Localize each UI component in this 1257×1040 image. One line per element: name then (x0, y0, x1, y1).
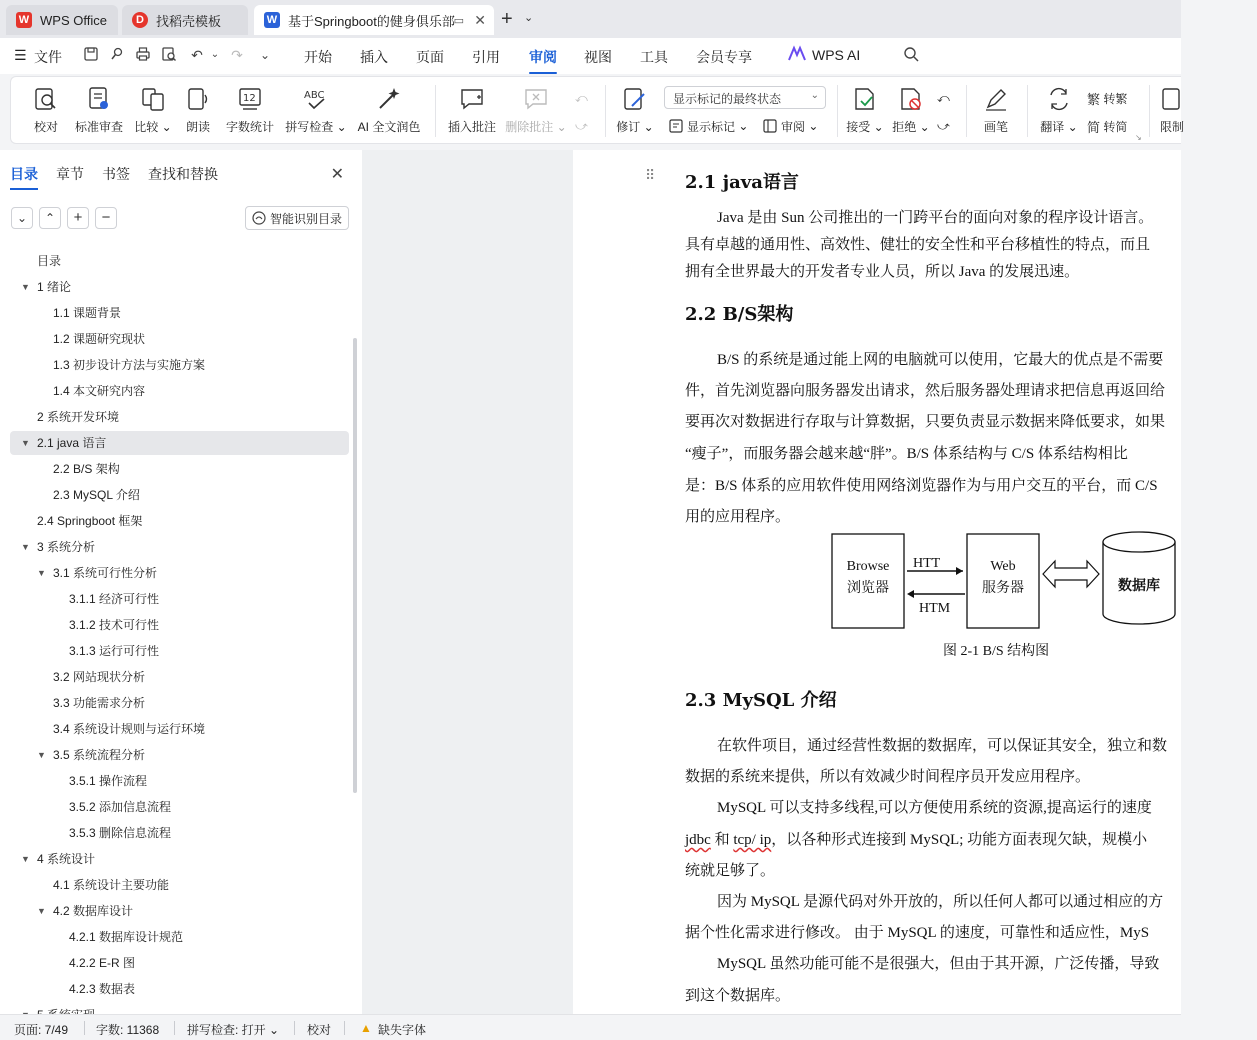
menu-references[interactable]: 引用 (472, 49, 500, 65)
toc-item-label: 4.2 数据库设计 (53, 904, 134, 918)
paragraph-line: 是：B/S 体系的应用软件使用网络浏览器作为与用户交互的平台，而 C/S (685, 478, 1158, 494)
ai-polish-icon (376, 86, 402, 112)
toc-item-label: 目录 (37, 254, 62, 268)
toc-item-label: 3.3 功能需求分析 (53, 696, 146, 710)
tab-label: 基于Springboot的健身俱乐部 (288, 13, 455, 29)
traditional-char-icon: 繁 (1087, 91, 1101, 107)
toc-item-label: 4.2.1 数据库设计规范 (69, 930, 184, 944)
spelling-flag[interactable]: jdbc (685, 832, 711, 848)
more-quick-access-icon[interactable]: ⌄ (259, 48, 271, 62)
close-pane-icon[interactable]: ✕ (330, 166, 344, 183)
toc-expand-icon[interactable]: ▼ (37, 750, 46, 760)
to-simplified-button[interactable]: 简 转简 (1087, 115, 1127, 137)
word-count-icon (237, 86, 263, 112)
paragraph-line: 因为 MySQL 是源代码对外开放的，所以任何人都可以通过相应的方 (717, 894, 1164, 910)
menu-bar (0, 38, 1181, 74)
paragraph-line: 要再次对数据进行存取与计算数据，只要负责显示数据来降低要求，如果 (685, 414, 1166, 430)
undo-dropdown-icon[interactable]: ⌄ (210, 49, 220, 60)
add-heading-icon[interactable]: + (67, 207, 89, 229)
paragraph-line: 件，首先浏览器向服务器发出请求，然后服务器处理请求把信息再返回给 (685, 383, 1166, 399)
ribbon-separator (605, 85, 606, 137)
tab-daoke-templates[interactable] (122, 5, 248, 35)
translate-icon (1046, 86, 1072, 112)
document-page[interactable] (573, 150, 1181, 1014)
browser-zh-label: 浏览器 (847, 580, 889, 596)
menu-wps-ai[interactable]: WPS AI (812, 47, 861, 63)
browser-en-label: Browse (846, 559, 890, 574)
svg-text:12: 12 (243, 93, 256, 104)
reject-button[interactable]: 拒绝 ⌄ (891, 77, 931, 143)
paragraph-line: 据个性化需求进行修改。 由于 MySQL 的速度，可靠性和适应性，MyS (685, 925, 1150, 941)
review-pane-button[interactable]: 审阅 ⌄ (763, 115, 818, 137)
toc-item[interactable] (10, 561, 349, 585)
chevron-down-icon: ⌄ (810, 90, 819, 101)
menu-view[interactable]: 视图 (584, 49, 612, 65)
document-gutter (362, 150, 573, 1014)
spell-check-icon (303, 86, 329, 112)
read-aloud-icon (185, 86, 211, 112)
toc-item[interactable] (10, 977, 349, 1001)
redo-icon[interactable]: ↷ (231, 47, 243, 63)
toc-item[interactable] (10, 483, 349, 507)
toc-item[interactable] (10, 665, 349, 689)
ai-polish-button[interactable]: AI 全文润色 (357, 77, 421, 143)
toc-item[interactable] (10, 925, 349, 949)
delete-comment-icon (523, 86, 549, 112)
toc-item[interactable] (10, 587, 349, 611)
compare-button[interactable]: 比较 ⌄ (133, 77, 173, 143)
toc-item-label: 2.2 B/S 架构 (53, 462, 120, 476)
toc-item[interactable] (10, 431, 349, 455)
toc-item-label: 4.2.2 E-R 图 (69, 956, 136, 970)
svg-text:ABC: ABC (304, 90, 325, 101)
toc-item-label: 3.5.2 添加信息流程 (69, 800, 172, 814)
toc-expand-icon[interactable]: ▼ (21, 542, 30, 552)
toc-item-label: 3.4 系统设计规则与运行环境 (53, 722, 206, 736)
show-markup-button[interactable]: 显示标记 ⌄ (669, 115, 748, 137)
spelling-flag[interactable]: tcp/ ip (733, 832, 772, 848)
heading-java: 2.1 java语言 (685, 172, 799, 193)
restrict-icon (1159, 86, 1185, 112)
menu-member[interactable]: 会员专享 (696, 49, 752, 65)
toc-item[interactable] (10, 405, 349, 429)
status-separator (84, 1021, 85, 1035)
toc-item-label: 3.1.2 技术可行性 (69, 618, 160, 632)
toc-item-label: 1.1 课题背景 (53, 306, 122, 320)
toc-item-label: 1.3 初步设计方法与实施方案 (53, 358, 206, 372)
standard-review-button[interactable]: 标准审查 (73, 77, 125, 143)
window-tab-bar (0, 0, 1181, 38)
toc-item[interactable] (10, 535, 349, 559)
heading-mysql: 2.3 MySQL 介绍 (685, 690, 837, 711)
ribbon-separator (1027, 85, 1028, 137)
paragraph-line: 在软件项目，通过经营性数据的数据库，可以保证其安全，独立和数 (717, 738, 1168, 754)
toc-item[interactable] (10, 821, 349, 845)
menu-page[interactable]: 页面 (416, 49, 444, 65)
toc-item-label: 3.5 系统流程分析 (53, 748, 146, 762)
expand-all-icon[interactable]: ⌄ (11, 207, 33, 229)
toc-item[interactable] (10, 275, 349, 299)
format-painter-icon[interactable] (108, 46, 126, 64)
daoke-logo-icon: D (132, 12, 148, 28)
http-response-label: HTM (919, 601, 951, 616)
toc-expand-icon[interactable]: ▼ (37, 568, 46, 578)
drag-handle-icon[interactable]: ⠿ (645, 168, 656, 184)
paragraph-line: 到这个数据库。 (685, 988, 791, 1004)
toc-item[interactable] (10, 379, 349, 403)
toc-item[interactable] (10, 717, 349, 741)
toc-item-label: 2.3 MySQL 介绍 (53, 488, 140, 502)
tab-label: WPS Office (40, 12, 107, 28)
toc-item-label: 2.1 java 语言 (37, 436, 107, 450)
print-preview-icon[interactable] (160, 46, 178, 64)
toc-item[interactable] (10, 613, 349, 637)
toc-item-label: 3 系统分析 (37, 540, 96, 554)
toc-item-label: 3.1.3 运行可行性 (69, 644, 160, 658)
reject-icon (898, 86, 924, 112)
delete-comment-button[interactable]: 删除批注 ⌄ (507, 77, 565, 143)
read-aloud-button[interactable]: 朗读 (183, 77, 213, 143)
toc-item[interactable] (10, 249, 349, 273)
writer-doc-icon: W (264, 12, 280, 28)
hamburger-icon[interactable]: ☰ (14, 47, 27, 63)
track-changes-button[interactable]: 修订 ⌄ (615, 77, 655, 143)
toc-item-label: 3.5.3 删除信息流程 (69, 826, 172, 840)
toc-item[interactable] (10, 899, 349, 923)
toc-expand-icon[interactable]: ▼ (21, 854, 30, 864)
double-arrow (1043, 561, 1099, 587)
toc-item[interactable] (10, 509, 349, 533)
monitor-icon[interactable]: ▭ (453, 14, 464, 27)
new-tab-icon[interactable]: + (501, 8, 513, 30)
tab-find-replace[interactable]: 查找和替换 (148, 166, 218, 182)
menu-insert[interactable]: 插入 (360, 49, 388, 65)
next-change-icon[interactable]: ⤻ (937, 118, 950, 133)
toc-item[interactable] (10, 639, 349, 663)
search-icon[interactable] (902, 46, 920, 64)
tab-toc[interactable]: 目录 (10, 166, 38, 182)
status-separator (344, 1021, 345, 1035)
tab-wps-office[interactable] (6, 5, 118, 35)
compare-icon (140, 86, 166, 112)
review-pane-icon (763, 119, 777, 133)
tab-label: 找稻壳模板 (156, 13, 222, 29)
server-zh-label: 服务器 (982, 580, 1024, 596)
toc-item[interactable] (10, 873, 349, 897)
missing-font-indicator[interactable]: 缺失字体 (378, 1023, 427, 1037)
toc-item[interactable] (10, 457, 349, 481)
translate-button[interactable]: 翻译 ⌄ (1039, 77, 1079, 143)
toc-item-label: 4 系统设计 (37, 852, 96, 866)
wps-logo-icon: W (16, 12, 32, 28)
paragraph-line: 具有卓越的通用性、高效性、健壮的安全性和平台移植性的特点，而且 (685, 237, 1151, 253)
paragraph-line: 统就足够了。 (685, 863, 776, 879)
tab-chapters[interactable]: 章节 (56, 166, 84, 182)
toc-item-label: 4.2.3 数据表 (69, 982, 136, 996)
toc-item[interactable] (10, 691, 349, 715)
status-separator (174, 1021, 175, 1035)
toc-item-label: 3.1 系统可行性分析 (53, 566, 158, 580)
proofread-icon (33, 86, 59, 112)
toc-item[interactable] (10, 743, 349, 767)
status-bar (0, 1014, 1181, 1040)
to-traditional-button[interactable]: 繁 转繁 (1087, 87, 1127, 109)
word-count-indicator[interactable]: 字数: 11368 (96, 1023, 160, 1037)
tab-bookmarks[interactable]: 书签 (102, 166, 130, 182)
close-tab-icon[interactable]: ✕ (474, 11, 486, 28)
paragraph-line: 拥有全世界最大的开发者专业人员，所以 Java 的发展迅速。 (685, 264, 1080, 280)
toc-item[interactable] (10, 795, 349, 819)
paragraph-line: “瘦子”，而服务器会越来越“胖”。B/S 体系结构与 C/S 体系结构相比 (685, 446, 1128, 462)
proofread-button[interactable]: 校对 (31, 77, 61, 143)
word-count-button[interactable]: 12 字数统计 (225, 77, 275, 143)
save-icon[interactable] (82, 46, 100, 64)
toc-item-label: 1 绪论 (37, 280, 72, 294)
figure-caption: 图 2-1 B/S 结构图 (943, 644, 1050, 659)
undo-icon[interactable]: ↶ (191, 47, 203, 63)
toc-item[interactable] (10, 353, 349, 377)
ribbon-separator (966, 85, 967, 137)
track-changes-icon (622, 86, 648, 112)
toc-item-label: 1.4 本文研究内容 (53, 384, 146, 398)
toc-item-label: 4.1 系统设计主要功能 (53, 878, 170, 892)
database-top (1103, 532, 1175, 552)
accept-icon (852, 86, 878, 112)
paragraph-line: MySQL 可以支持多线程,可以方便使用系统的资源,提高运行的速度 (717, 800, 1152, 816)
navigation-pane (0, 150, 362, 1014)
http-request-label: HTT (913, 556, 941, 571)
ribbon-separator (435, 85, 436, 137)
insert-comment-button[interactable]: 插入批注 (447, 77, 497, 143)
heading-bs: 2.2 B/S架构 (685, 304, 794, 325)
toc-item-label: 2 系统开发环境 (37, 410, 120, 424)
collapse-all-icon[interactable]: ⌃ (39, 207, 61, 229)
next-comment-icon[interactable]: ⤻ (575, 118, 588, 133)
toc-expand-icon[interactable]: ▼ (21, 438, 30, 448)
simplified-char-icon: 简 (1087, 119, 1101, 135)
toc-item[interactable] (10, 769, 349, 793)
bs-architecture-diagram (829, 530, 1181, 630)
menu-review[interactable]: 审阅 (529, 49, 557, 65)
toc-expand-icon[interactable]: ▼ (21, 282, 30, 292)
insert-comment-icon (459, 86, 485, 112)
toc-item[interactable] (10, 951, 349, 975)
standard-review-icon (86, 86, 112, 112)
status-separator (294, 1021, 295, 1035)
paragraph-line: MySQL 虽然功能可能不是很强大，但由于其开源，广泛传播，导致 (717, 956, 1160, 972)
toc-list (0, 249, 362, 1014)
prev-change-icon[interactable]: ⤺ (937, 90, 950, 105)
ribbon-separator (1149, 85, 1150, 137)
markup-mode-select[interactable]: 显示标记的最终状态 ⌄ (664, 86, 826, 109)
paragraph-line: jdbc 和 tcp/ ip，以各种形式连接到 MySQL; 功能方面表现欠缺，规模小 (685, 832, 1148, 848)
toc-item-label: 2.4 Springboot 框架 (37, 514, 143, 528)
show-markup-icon (669, 119, 683, 133)
wps-ai-icon (788, 47, 806, 65)
print-icon[interactable] (134, 46, 152, 64)
request-arrowhead (956, 567, 963, 575)
proofread-status[interactable]: 校对 (307, 1023, 332, 1037)
toc-item[interactable] (10, 327, 349, 351)
remove-heading-icon[interactable]: − (95, 207, 117, 229)
paragraph-line: 数据的系统来提供，所以有效减少时间程序员开发应用程序。 (685, 769, 1091, 785)
pane-scrollbar[interactable] (353, 338, 357, 793)
page-indicator[interactable]: 页面: 7/49 (14, 1023, 69, 1037)
smart-detect-icon (252, 211, 266, 225)
toc-item[interactable] (10, 301, 349, 325)
toc-item-label: 3.2 网站现状分析 (53, 670, 146, 684)
pen-icon (983, 86, 1009, 112)
review-ribbon (10, 76, 1184, 144)
tab-list-chevron-icon[interactable]: ⌄ (524, 12, 534, 24)
database-label: 数据库 (1118, 578, 1160, 594)
accept-button[interactable]: 接受 ⌄ (845, 77, 885, 143)
warning-icon: ▲ (360, 1021, 372, 1035)
toc-expand-icon[interactable]: ▼ (37, 906, 46, 916)
smart-toc-button[interactable]: 智能识别目录 (245, 206, 349, 230)
toc-item[interactable] (10, 847, 349, 871)
menu-file[interactable]: 文件 (34, 49, 62, 65)
paragraph-line: Java 是由 Sun 公司推出的一门跨平台的面向对象的程序设计语言。 (717, 210, 1154, 226)
server-en-label: Web (990, 559, 1016, 574)
toc-item-label: 1.2 课题研究现状 (53, 332, 146, 346)
toc-item-label: 3.5.1 操作流程 (69, 774, 148, 788)
response-arrowhead (907, 590, 914, 598)
prev-comment-icon[interactable]: ⤺ (575, 90, 588, 105)
paragraph-line: B/S 的系统是通过能上网的电脑就可以使用，它最大的优点是不需要 (717, 352, 1164, 368)
menu-tools[interactable]: 工具 (640, 49, 668, 65)
tab-document[interactable] (254, 5, 494, 35)
spell-check-button[interactable]: ABC 拼写检查 ⌄ (285, 77, 347, 143)
paragraph-line: 用的应用程序。 (685, 509, 791, 525)
ribbon-separator (837, 85, 838, 137)
pen-button[interactable]: 画笔 (981, 77, 1011, 143)
spell-check-toggle[interactable]: 拼写检查: 打开 ⌄ (187, 1023, 280, 1037)
menu-home[interactable]: 开始 (304, 49, 332, 65)
group-expand-icon[interactable]: ↘ (1135, 133, 1142, 142)
toc-item-label: 3.1.1 经济可行性 (69, 592, 160, 606)
restrict-editing-button[interactable]: 限制 (1157, 77, 1187, 143)
